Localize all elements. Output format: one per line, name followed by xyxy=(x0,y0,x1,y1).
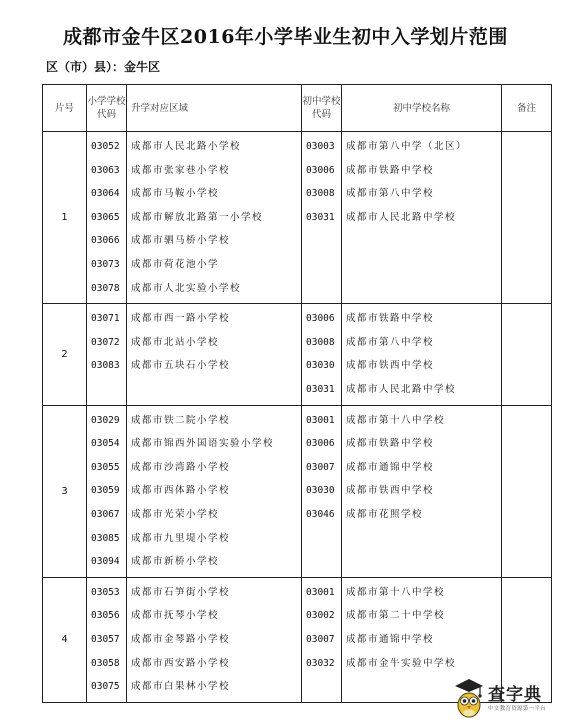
primary-school-name: 成都市铁二院小学校 xyxy=(131,414,231,426)
table-row xyxy=(43,304,552,405)
primary-school-code: 03055 xyxy=(91,461,120,473)
middle-school-name: 成都市第十八中学校 xyxy=(346,414,446,426)
middle-school-code: 03032 xyxy=(306,657,335,669)
middle-school-name: 成都市铁路中学校 xyxy=(346,164,435,176)
primary-school-code: 03065 xyxy=(91,211,120,223)
primary-school-name: 成都市沙湾路小学校 xyxy=(131,461,231,473)
middle-school-code: 03008 xyxy=(306,188,335,200)
primary-school-name: 成都市九里堤小学校 xyxy=(131,532,231,544)
middle-school-name: 成都市第八中学校 xyxy=(346,336,435,348)
header-seq: 片号 xyxy=(43,85,87,132)
middle-school-name: 成都市第八中学校 xyxy=(346,188,435,200)
remark-cell xyxy=(502,132,552,304)
middle-school-name-cell xyxy=(342,132,502,304)
middle-school-code: 03003 xyxy=(306,141,335,152)
primary-school-code-cell xyxy=(87,405,127,577)
primary-school-name: 成都市人民北路小学校 xyxy=(131,141,242,152)
middle-school-name: 成都市铁西中学校 xyxy=(346,360,435,372)
middle-school-code: 03007 xyxy=(306,461,335,473)
primary-school-name: 成都市张家巷小学校 xyxy=(131,164,231,176)
middle-school-name: 成都市通锦中学校 xyxy=(346,633,435,645)
allocation-table xyxy=(42,84,552,703)
primary-school-code-cell xyxy=(87,304,127,405)
middle-school-name: 成都市通锦中学校 xyxy=(346,461,435,473)
primary-school-name-cell xyxy=(127,132,302,304)
primary-school-name: 成都市解放北路第一小学校 xyxy=(131,211,264,223)
header-middle-name: 初中学校名称 xyxy=(342,85,502,132)
primary-school-code: 03066 xyxy=(91,235,120,247)
primary-school-name: 成都市北站小学校 xyxy=(131,336,220,348)
page-title: 成都市金牛区2016年小学毕业生初中入学划片范围 xyxy=(63,26,508,48)
remark-cell xyxy=(502,405,552,577)
primary-school-name: 成都市抚琴小学校 xyxy=(131,610,220,622)
primary-school-code: 03078 xyxy=(91,282,120,294)
primary-school-code: 03057 xyxy=(91,633,120,645)
middle-school-code: 03006 xyxy=(306,438,335,450)
watermark-brand: 查字典 xyxy=(488,685,542,705)
primary-school-name: 成都市驷马桥小学校 xyxy=(131,235,231,247)
primary-school-name-cell xyxy=(127,304,302,405)
middle-school-code: 03031 xyxy=(306,211,335,223)
primary-school-name: 成都市锦西外国语实验小学校 xyxy=(131,438,275,450)
table-header-row xyxy=(43,85,552,132)
table-row xyxy=(43,132,552,304)
middle-school-code: 03030 xyxy=(306,485,335,497)
primary-school-code: 03067 xyxy=(91,508,120,520)
header-primary-code: 小学学校代码 xyxy=(87,85,127,132)
middle-school-code-cell xyxy=(302,405,342,577)
primary-school-code: 03052 xyxy=(91,141,120,152)
primary-school-code: 03029 xyxy=(91,414,120,426)
primary-school-name: 成都市白果林小学校 xyxy=(131,681,231,693)
middle-school-name: 成都市花照学校 xyxy=(346,508,424,520)
middle-school-name: 成都市铁西中学校 xyxy=(346,485,435,497)
watermark-tagline: 中文教育资源第一平台 xyxy=(488,706,547,712)
middle-school-code: 03002 xyxy=(306,610,335,622)
primary-school-name-cell xyxy=(127,577,302,702)
middle-school-code-cell xyxy=(302,577,342,702)
primary-school-code-cell xyxy=(87,577,127,702)
middle-school-name: 成都市人民北路中学校 xyxy=(346,383,457,395)
primary-school-code: 03094 xyxy=(91,556,120,568)
watermark-logo xyxy=(452,676,557,722)
district-label: 区（市）县）：金牛区 xyxy=(46,60,161,74)
group-seq: 1 xyxy=(43,132,87,304)
primary-school-code: 03073 xyxy=(91,258,120,270)
primary-school-name: 成都市新桥小学校 xyxy=(131,556,220,568)
middle-school-code-cell xyxy=(302,304,342,405)
middle-school-name-cell xyxy=(342,405,502,577)
primary-school-code: 03063 xyxy=(91,164,120,176)
middle-school-code: 03046 xyxy=(306,508,335,520)
middle-school-code: 03030 xyxy=(306,360,335,372)
group-seq: 4 xyxy=(43,577,87,702)
header-primary-area: 升学对应区域 xyxy=(127,85,302,132)
primary-school-name: 成都市荷花池小学 xyxy=(131,258,220,270)
primary-school-code-cell xyxy=(87,132,127,304)
middle-school-name: 成都市第八中学（北区） xyxy=(346,141,468,152)
primary-school-name-cell xyxy=(127,405,302,577)
primary-school-code: 03058 xyxy=(91,657,120,669)
middle-school-code: 03006 xyxy=(306,164,335,176)
primary-school-name: 成都市石笋街小学校 xyxy=(131,586,231,598)
primary-school-name: 成都市金琴路小学校 xyxy=(131,633,231,645)
header-remark: 备注 xyxy=(502,85,552,132)
primary-school-name: 成都市光荣小学校 xyxy=(131,508,220,520)
primary-school-code: 03054 xyxy=(91,438,120,450)
middle-school-name: 成都市第十八中学校 xyxy=(346,586,446,598)
primary-school-code: 03056 xyxy=(91,610,120,622)
middle-school-name: 成都市铁路中学校 xyxy=(346,313,435,325)
primary-school-name: 成都市马鞍小学校 xyxy=(131,188,220,200)
table-row xyxy=(43,405,552,577)
primary-school-name: 成都市西安路小学校 xyxy=(131,657,231,669)
primary-school-code: 03071 xyxy=(91,313,120,325)
owl-mascot-icon xyxy=(452,676,486,720)
primary-school-code: 03059 xyxy=(91,485,120,497)
primary-school-code: 03072 xyxy=(91,336,120,348)
primary-school-name: 成都市人北实验小学校 xyxy=(131,282,242,294)
primary-school-code: 03075 xyxy=(91,681,120,693)
middle-school-name: 成都市金牛实验中学校 xyxy=(346,657,457,669)
middle-school-name: 成都市人民北路中学校 xyxy=(346,211,457,223)
middle-school-name: 成都市第二十中学校 xyxy=(346,610,446,622)
group-seq: 2 xyxy=(43,304,87,405)
primary-school-code: 03053 xyxy=(91,586,120,598)
primary-school-name: 成都市西体路小学校 xyxy=(131,485,231,497)
middle-school-code: 03006 xyxy=(306,313,335,325)
remark-cell xyxy=(502,304,552,405)
middle-school-code: 03001 xyxy=(306,586,335,598)
primary-school-code: 03083 xyxy=(91,360,120,372)
middle-school-code: 03001 xyxy=(306,414,335,426)
middle-school-code: 03008 xyxy=(306,336,335,348)
middle-school-name-cell xyxy=(342,304,502,405)
middle-school-name: 成都市铁路中学校 xyxy=(346,438,435,450)
group-seq: 3 xyxy=(43,405,87,577)
header-middle-code: 初中学校代码 xyxy=(302,85,342,132)
primary-school-name: 成都市五块石小学校 xyxy=(131,360,231,372)
middle-school-code-cell xyxy=(302,132,342,304)
primary-school-name: 成都市西一路小学校 xyxy=(131,313,231,325)
middle-school-code: 03007 xyxy=(306,633,335,645)
middle-school-code: 03031 xyxy=(306,383,335,395)
primary-school-code: 03064 xyxy=(91,188,120,200)
primary-school-code: 03085 xyxy=(91,532,120,544)
